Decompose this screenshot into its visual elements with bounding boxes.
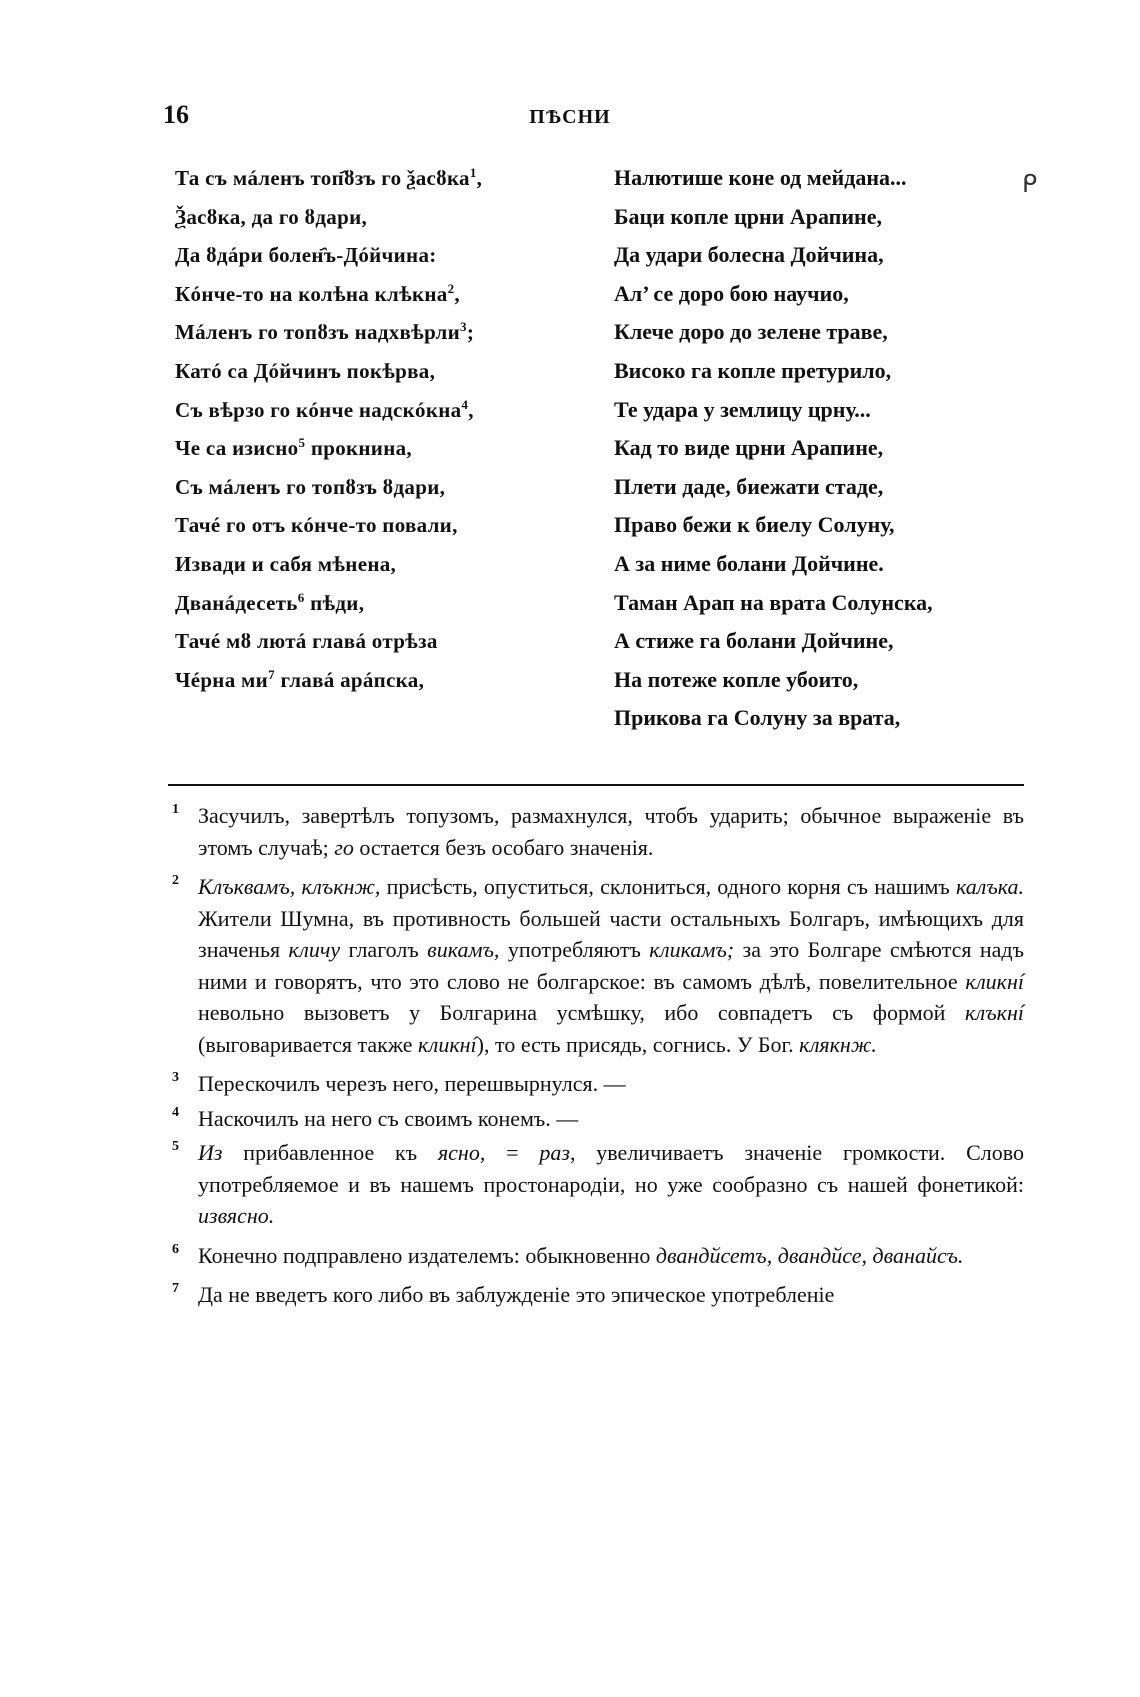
footnote-number: 3 [172,1070,179,1085]
footnote-2: 2 Клъквамъ, клъкнж, присѣсть, опуститься, склониться, одного корня съ нашимъ калъка. Жители Шумна, въ противность большей части остальныхъ Болгаръ, имѣющихъ для значенья кличу глаголъ викамъ, употребляютъ кликамъ; за это Болгаре смѣются надъ ними и говорятъ, что это слово не болгарское: въ самомъ дѣлѣ, повелительное кликнí невольно вызоветъ у Болгарина усмѣшку, ибо совпадетъ съ формой клъкнí (выговаривается также кликнí), то есть присядь, согнись. У Бог. клякнж. [168,871,1024,1060]
footnote-3: 3 Перескочилъ черезъ него, перешвырнулся. — [168,1068,1024,1100]
verse-line: А за ниме болани Дойчине. [614,550,884,576]
footnote-4: 4 Наскочилъ на него съ своимъ конемъ. — [168,1103,1024,1135]
verse-line: Мáленъ го топȣзъ надхвѣрли$^3$; [175,319,475,345]
verse-line: Да ȣдáри болен҄ъ-Дóйчина: [175,243,437,268]
footnote-number: 2 [172,873,179,888]
verse-line: Ал’ се доро бою научио, [614,280,849,306]
verse-line: А стиже га болани Дойчине, [614,628,894,654]
verse-line: Съ мáленъ го топȣзъ ȣдари, [175,474,446,499]
footnote-ref[interactable]: 5 [298,435,306,451]
verse-line: Кад то виде црни Арапине, [614,435,884,461]
verse-line: Тачé мȣ лютá главá отрѣза [175,629,438,654]
verse-line: Съ вѣрзо го кóнче надскóкна$^4$, [175,396,474,422]
verse-line: На потеже копле убоито, [614,666,859,692]
footnote-divider [168,784,1024,786]
footnote-number: 7 [172,1281,179,1296]
footnote-number: 6 [172,1241,179,1257]
verse-line: Дванáдесеть$^6$ пѣди, [175,589,365,615]
handwritten-margin-mark: ᑭ [1022,170,1038,198]
verse-line: Ѯасȣка, да го ȣдари, [175,204,368,229]
verse-line: Таман Арап на врата Солунска, [614,589,933,615]
verse-line: Клече доро до зелене траве, [614,319,888,345]
verse-line: Та съ мáленъ топ҄ȣзъ го ѯасȣка$^1$, [175,165,483,190]
verse-line: Право бежи к биелу Солуну, [614,512,895,538]
verse-line: Налютише коне од мейдана... [614,165,907,190]
page-number: 16 [163,100,189,129]
verse-line: Баци копле црни Арапине, [614,203,882,229]
verse-line: Чéрна $ми^7$ главá арáпска, [175,666,425,692]
footnote-6: 6 Конечно подправлено издателемъ: обыкновенно двандйсетъ, двандйсе, дванайсъ. [168,1240,1024,1272]
footnote-ref[interactable]: 2 [447,280,455,296]
footnote-7: 7 Да не введетъ кого либо въ заблужденіе это эпическое употребленіе [168,1279,1024,1311]
verse-line: Тачé го отъ кóнче-то повали, [175,513,458,538]
footnote-1: 1 Засучилъ, завертѣлъ топузомъ, размахнулся, чтобъ ударить; обычное выраженіе въ этомъ случаѣ; го остается безъ особаго значенія. [168,800,1024,863]
verse-line: Извади и сабя мѣнена, [175,551,397,576]
verse-line: Кóнче-то на колѣна клѣкна$^2$, [175,280,460,306]
footnote-ref[interactable]: 3 [460,319,467,335]
footnote-ref[interactable]: 4 [461,396,469,412]
verse-line: Че са изисно$^5$ прокнина, [175,435,412,461]
verse-line: Да удари болесна Дойчина, [614,242,884,268]
verse-column-left [175,162,482,702]
running-title: ПѢСНИ [529,106,611,128]
footnote-ref[interactable]: 6 [297,589,305,605]
footnote-number: 4 [172,1104,179,1120]
verse-line: Плети даде, биежати стаде, [614,473,884,499]
footnote-ref[interactable]: 7 [268,666,275,682]
footnote-ref[interactable]: 1 [469,165,477,180]
footnote-5: 5 Из прибавленное къ ясно, = раз, увеличиваетъ значеніе громкости. Слово употребляемое и въ нашемъ простонародіи, но уже сообразно съ нашей фонетикой: извясно. [168,1137,1024,1232]
footnote-number: 1 [172,802,179,817]
footnote-number: 5 [172,1139,179,1154]
footnotes [168,800,1024,1319]
verse-line: Високо га копле претурило, [614,357,892,383]
verse-line: Катó са Дóйчинъ покѣрва, [175,358,436,383]
verse-line: Те удара у землицу црну... [614,396,871,422]
verse-column-right [614,162,933,741]
verse-line: Прикова га Солуну за врата, [614,705,901,731]
